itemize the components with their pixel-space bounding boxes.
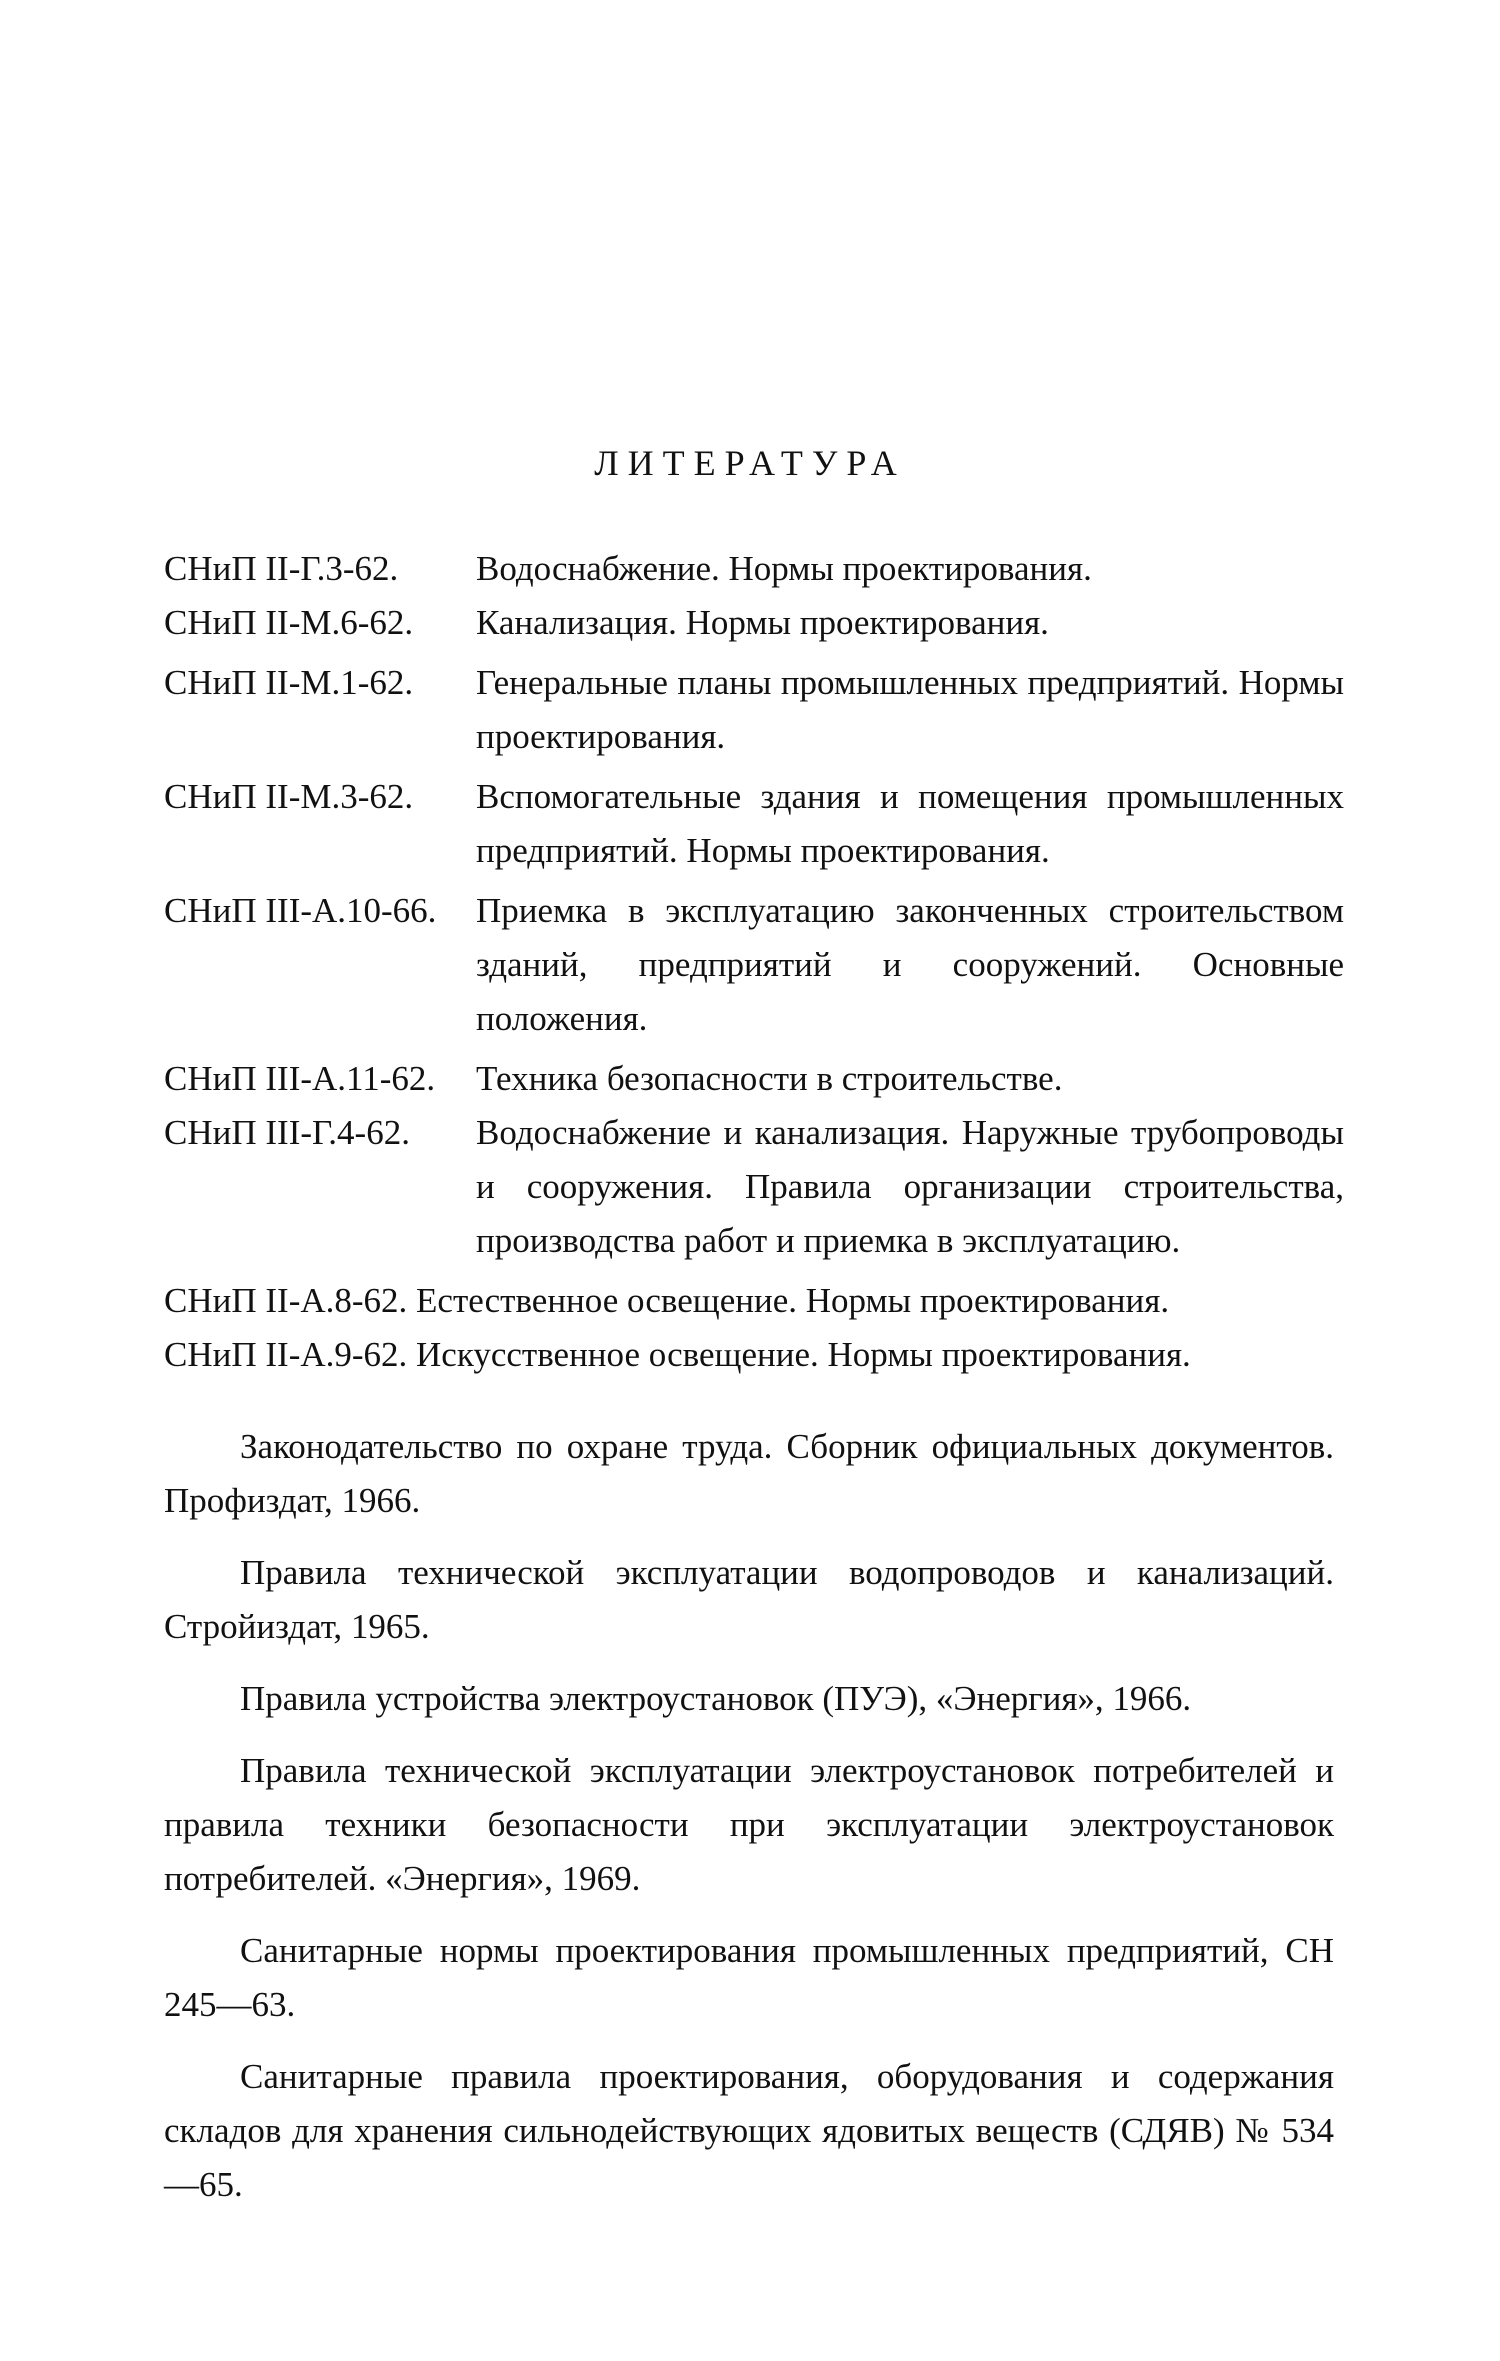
snip-description: Приемка в эксплуатацию законченных строительством зданий, предприятий и сооружений. Основные положения. <box>476 891 1344 1038</box>
snip-code: СНиП II-М.6-62. <box>164 603 414 642</box>
snip-entry <box>164 656 1344 764</box>
page-title: ЛИТЕРАТУРА <box>594 443 906 483</box>
snip-entry <box>164 770 1344 878</box>
snip-entry <box>164 884 1344 1046</box>
document-entry: Законодательство по охране труда. Сборник официальных документов. Профиздат, 1966. <box>164 1427 1334 1520</box>
snip-description: Техника безопасности в строительстве. <box>476 1059 1063 1098</box>
document-entry: Правила технической эксплуатации электроустановок потребителей и правила техники безопасности при эксплуатации электроустановок потребителей. «Энергия», 1969. <box>164 1751 1334 1898</box>
snip-code: СНиП II-М.1-62. <box>164 663 414 702</box>
snip-description: Канализация. Нормы проектирования. <box>476 603 1049 642</box>
document-entry: Правила устройства электроустановок (ПУЭ), «Энергия», 1966. <box>240 1679 1192 1718</box>
snip-entry <box>164 1052 1344 1106</box>
snip-description: Генеральные планы промышленных предприятий. Нормы проектирования. <box>476 663 1344 756</box>
snip-description: Водоснабжение и канализация. Наружные трубопроводы и сооружения. Правила организации строительства, производства работ и приемка в эксплуатацию. <box>476 1113 1344 1260</box>
snip-code: СНиП III-А.11-62. <box>164 1059 436 1098</box>
snip-entry: СНиП II-А.9-62. Искусственное освещение. Нормы проектирования. <box>164 1335 1191 1374</box>
snip-reference-list <box>164 542 1344 1382</box>
snip-code: СНиП II-М.3-62. <box>164 777 414 816</box>
snip-entry: СНиП II-А.8-62. Естественное освещение. Нормы проектирования. <box>164 1281 1170 1320</box>
snip-description: Вспомогательные здания и помещения промышленных предприятий. Нормы проектирования. <box>476 777 1344 870</box>
snip-entry <box>164 596 1344 650</box>
document-reference-list <box>164 1420 1334 2230</box>
snip-entry <box>164 1106 1344 1268</box>
document-entry: Санитарные нормы проектирования промышленных предприятий, СН 245—63. <box>164 1931 1334 2024</box>
snip-code: СНиП III-А.10-66. <box>164 891 437 930</box>
document-entry: Правила технической эксплуатации водопроводов и канализаций. Стройиздат, 1965. <box>164 1553 1334 1646</box>
document-entry: Санитарные правила проектирования, оборудования и содержания складов для хранения сильнодействующих ядовитых веществ (СДЯВ) № 534—65. <box>164 2057 1334 2204</box>
snip-code: СНиП III-Г.4-62. <box>164 1113 410 1152</box>
snip-description: Водоснабжение. Нормы проектирования. <box>476 549 1092 588</box>
snip-entry <box>164 542 1344 596</box>
snip-code: СНиП II-Г.3-62. <box>164 549 399 588</box>
